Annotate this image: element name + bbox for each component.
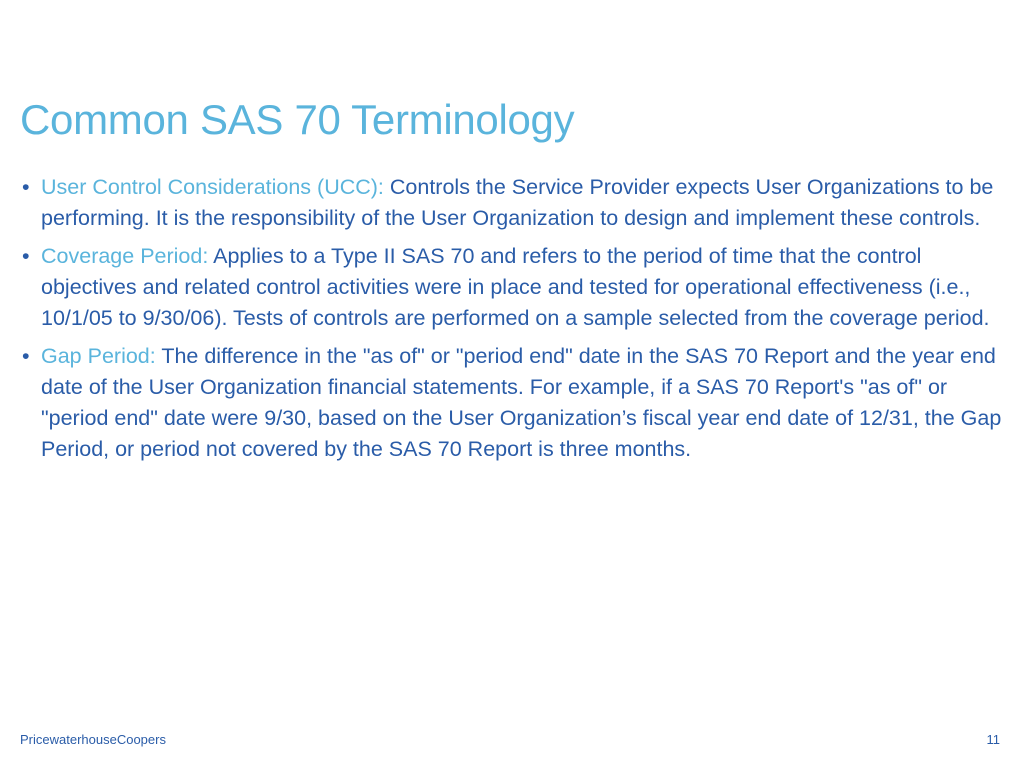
bullet-term: Coverage Period: xyxy=(41,244,214,268)
footer-company: PricewaterhouseCoopers xyxy=(20,732,166,747)
bullet-item-gap-period xyxy=(22,341,1002,465)
bullet-item-ucc xyxy=(22,172,1002,234)
bullet-dot: • xyxy=(22,244,30,268)
bullet-item-coverage-period xyxy=(22,241,1002,334)
bullet-dot: • xyxy=(22,175,30,199)
bullet-list xyxy=(22,172,1002,472)
bullet-text: Controls the Service Provider expects User Organizations to be performing. It is the responsibility of the User Organization to design and implement these controls. xyxy=(41,175,994,230)
footer-page-number: 11 xyxy=(986,732,1000,747)
bullet-dot: • xyxy=(22,344,30,368)
bullet-text: The difference in the "as of" or "period end" date in the SAS 70 Report and the year end date of the User Organization financial statements. For example, if a SAS 70 Report's "as of" or "period end" date were 9/30, based on the User Organization’s fiscal year end date of 12/31, the Gap Period, or period not covered by the SAS 70 Report is three months. xyxy=(41,344,1002,461)
slide-title: Common SAS 70 Terminology xyxy=(20,96,575,143)
bullet-term: Gap Period: xyxy=(41,344,162,368)
bullet-text: Applies to a Type II SAS 70 and refers to the period of time that the control objectives and related control activities were in place and tested for operational effectiveness (i.e., 10/1/05 to 9/30/06). Tests of controls are performed on a sample selected from the coverage period. xyxy=(41,244,990,330)
bullet-term: User Control Considerations (UCC): xyxy=(41,175,390,199)
